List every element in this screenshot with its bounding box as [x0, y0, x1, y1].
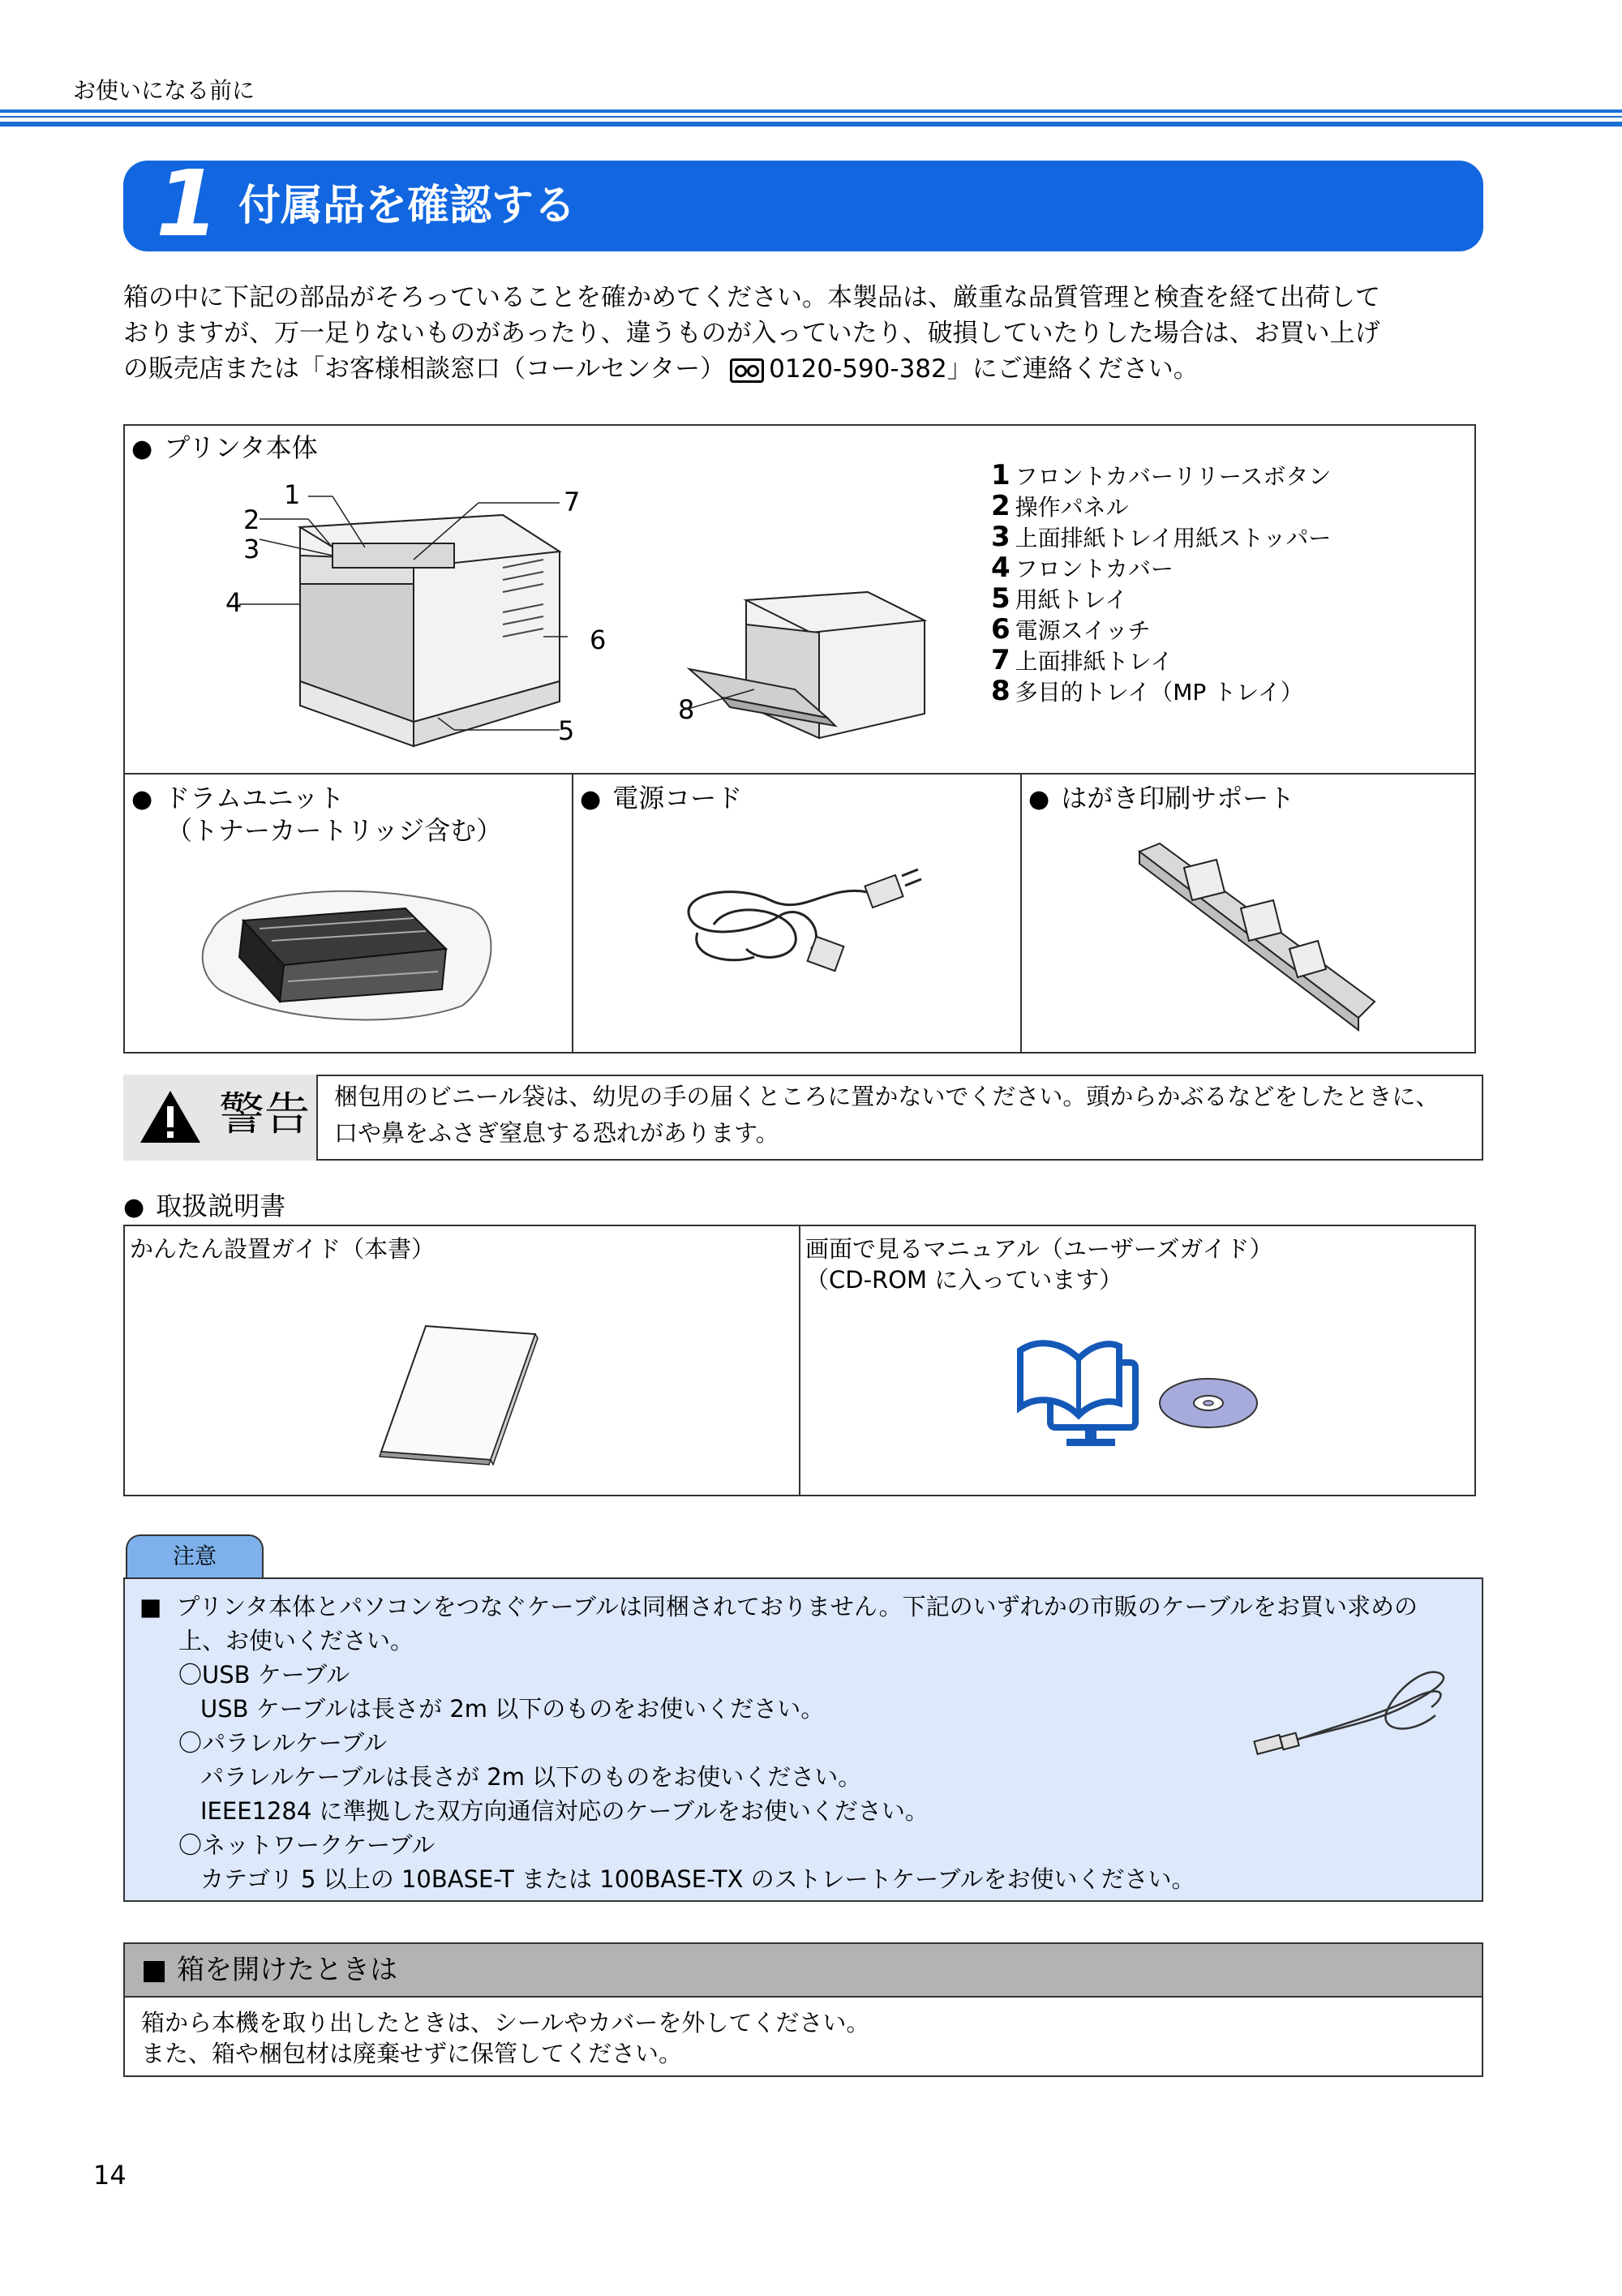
free-dial-icon	[730, 358, 764, 383]
drum-label: ● ドラムユニット	[131, 783, 345, 813]
manual-guide-title: かんたん設置ガイド（本書）	[130, 1235, 436, 1263]
open-box-title: 箱を開けたときは	[177, 1954, 398, 1986]
phone-number: 0120-590-382	[769, 354, 947, 384]
part-item	[991, 676, 1331, 707]
note-tab: 注意	[126, 1534, 264, 1578]
part-item	[991, 522, 1331, 553]
note-text: プリンタ本体とパソコンをつなぐケーブルは同梱されておりません。下記のいずれかの市販のケーブルをお買い求めの	[176, 1593, 1418, 1620]
manual-cd-title: 画面で見るマニュアル（ユーザーズガイド）	[805, 1235, 1273, 1263]
part-list	[991, 461, 1331, 707]
part-item	[991, 646, 1331, 676]
open-box-line: また、箱や梱包材は廃棄せずに保管してください。	[141, 2040, 683, 2067]
part-name: 電源スイッチ	[1015, 617, 1151, 644]
part-item	[991, 584, 1331, 615]
part-name: 上面排紙トレイ用紙ストッパー	[1015, 525, 1332, 551]
part-number: 5	[991, 582, 1011, 615]
part-item	[991, 553, 1331, 584]
printer-label: ● プリンタ本体	[131, 432, 318, 463]
part-number: 2	[991, 490, 1011, 522]
section-number: 1	[156, 152, 219, 257]
callout-8: 8	[678, 694, 695, 725]
square-bullet-icon: ■	[139, 1593, 162, 1620]
cd-rom-icon	[1156, 1375, 1261, 1431]
open-box-body	[123, 1996, 1483, 2077]
drum-label-text: ドラムユニット	[164, 783, 345, 813]
setup-guide-booklet-illustration	[377, 1322, 547, 1468]
note-parallel-body: パラレルケーブルは長さが 2m 以下のものをお使いください。	[200, 1763, 862, 1791]
warning-text	[334, 1079, 1470, 1152]
printer-front-illustration	[211, 479, 584, 762]
intro-line: おりますが、万一足りないものがあったり、違うものが入っていたり、破損していたりした場合は、お買い上げ	[123, 319, 1380, 348]
callout-2: 2	[243, 504, 260, 535]
warning-line: 梱包用のビニール袋は、幼児の手の届くところに置かないでください。頭からかぶるなどをしたときに、	[334, 1083, 1440, 1110]
intro-text: の販売店または「お客様相談窓口（コールセンター）	[123, 354, 726, 384]
header-rule-thin	[0, 116, 1622, 118]
support-label-text: はがき印刷サポート	[1061, 783, 1295, 813]
cord-label-text: 電源コード	[612, 783, 743, 813]
part-name: フロントカバーリリースボタン	[1015, 463, 1332, 490]
note-usb-body: USB ケーブルは長さが 2m 以下のものをお使いください。	[200, 1695, 825, 1723]
intro-line: 箱の中に下記の部品がそろっていることを確かめてください。本製品は、厳重な品質管理と検査を経て出荷して	[123, 283, 1380, 312]
part-number: 3	[991, 521, 1011, 553]
part-number: 4	[991, 551, 1011, 584]
intro-text: 」にご連絡ください。	[946, 354, 1199, 384]
part-name: フロントカバー	[1015, 556, 1174, 582]
part-item	[991, 615, 1331, 646]
callout-5: 5	[558, 715, 575, 746]
postcard-support-illustration	[1127, 835, 1387, 1038]
running-header: お使いになる前に	[73, 77, 255, 104]
users-guide-icon	[1014, 1338, 1144, 1452]
note-parallel-body: IEEE1284 に準拠した双方向通信対応のケーブルをお使いください。	[200, 1797, 929, 1825]
part-number: 6	[991, 613, 1011, 646]
part-item	[991, 491, 1331, 522]
warning-title: 警告	[219, 1088, 310, 1141]
part-name: 多目的トレイ（MP トレイ）	[1015, 679, 1303, 706]
cord-label: ● 電源コード	[580, 783, 743, 813]
drum-sublabel: （トナーカートリッジ含む）	[166, 815, 503, 846]
power-cord-illustration	[665, 852, 933, 989]
part-name: 操作パネル	[1015, 494, 1129, 521]
drum-unit-illustration	[195, 860, 503, 1030]
manual-cd-subtitle: （CD-ROM に入っています）	[805, 1266, 1123, 1294]
open-box-heading	[123, 1942, 1483, 1998]
part-number: 7	[991, 644, 1011, 676]
usb-cable-illustration	[1249, 1667, 1460, 1764]
note-usb-heading: 〇USB ケーブル	[178, 1661, 350, 1689]
callout-6: 6	[590, 624, 607, 655]
open-box-line: 箱から本機を取り出したときは、シールやカバーを外してください。	[141, 2009, 870, 2036]
square-bullet-icon: ■	[141, 1954, 168, 1986]
header-rule	[0, 109, 1622, 113]
note-parallel-heading: 〇パラレルケーブル	[178, 1729, 388, 1757]
part-number: 8	[991, 675, 1011, 707]
callout-1: 1	[284, 479, 301, 510]
part-item	[991, 461, 1331, 491]
printer-label-text: プリンタ本体	[164, 432, 318, 463]
callout-3: 3	[243, 534, 260, 564]
warning-line: 口や鼻をふさぎ窒息する恐れがあります。	[334, 1119, 779, 1147]
callout-7: 7	[564, 487, 581, 517]
part-name: 用紙トレイ	[1015, 586, 1128, 613]
warning-icon	[138, 1088, 203, 1145]
callout-4: 4	[225, 587, 242, 618]
manuals-label-text: 取扱説明書	[156, 1191, 286, 1221]
section-title: 付属品を確認する	[238, 182, 577, 230]
support-label: ● はがき印刷サポート	[1028, 783, 1295, 813]
intro-paragraph	[123, 280, 1486, 387]
part-number: 1	[991, 459, 1011, 491]
note-text: 上、お使いください。	[178, 1627, 414, 1654]
printer-mp-tray-illustration	[673, 576, 933, 754]
manuals-label: ● 取扱説明書	[123, 1191, 286, 1221]
note-bullet-line	[139, 1590, 1418, 1624]
header-rule-thick	[0, 122, 1622, 127]
part-name: 上面排紙トレイ	[1015, 648, 1174, 675]
note-network-body: カテゴリ 5 以上の 10BASE-T または 100BASE-TX のストレートケーブルをお使いください。	[200, 1865, 1195, 1893]
note-network-heading: 〇ネットワークケーブル	[178, 1831, 436, 1859]
page-number: 14	[93, 2160, 127, 2191]
intro-line	[123, 351, 1486, 387]
